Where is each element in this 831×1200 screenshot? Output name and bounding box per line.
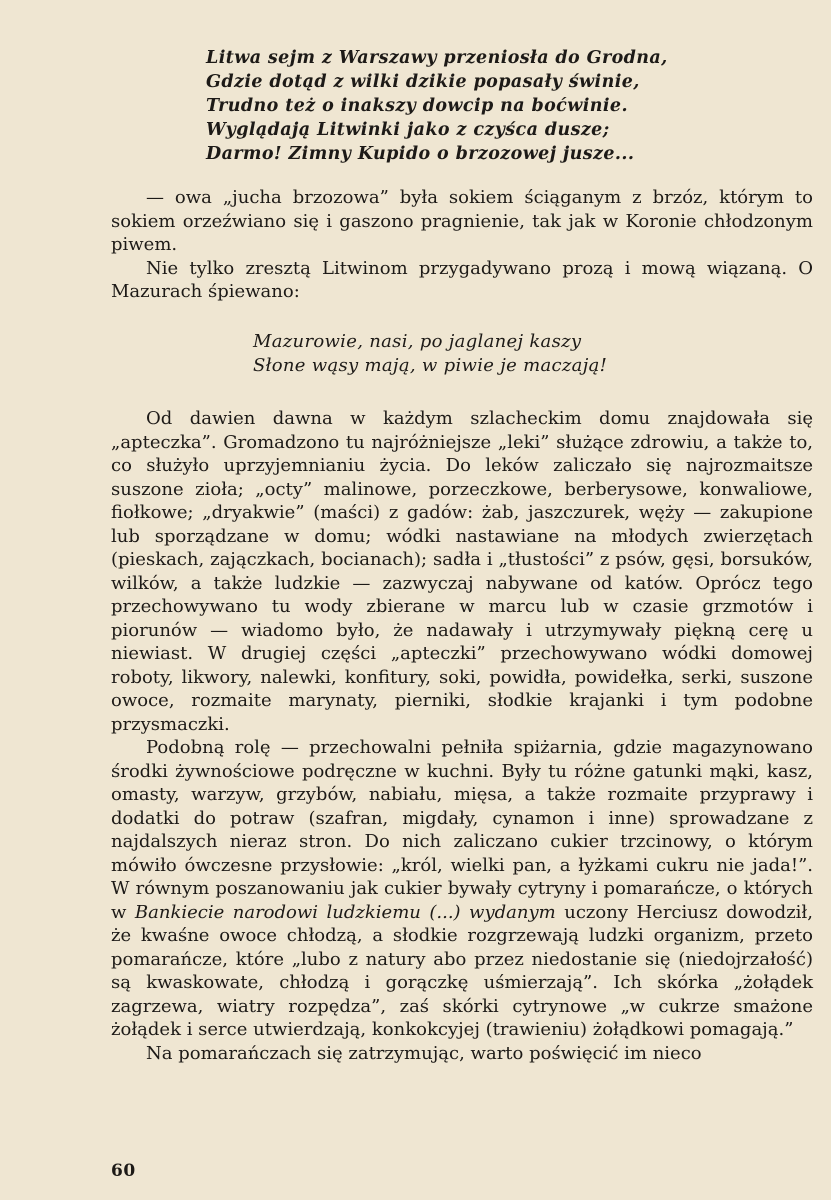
poem-line: Trudno też o inakszy dowcip na boćwinie. xyxy=(206,96,628,116)
paragraph-mazury-intro: Nie tylko zresztą Litwinom przygadywano prozą i mową wiązaną. O Mazurach śpiewano: xyxy=(111,257,813,302)
poem-line: Litwa sejm z Warszawy przeniosła do Grodna, xyxy=(206,48,668,68)
poem-line: Mazurowie, nasi, po jaglanej kaszy xyxy=(253,331,582,352)
paragraph-spizarnia-part-a: Podobną rolę — przechowalni pełniła spiżarnia, gdzie magazynowano środki żywnościowe podręczne w kuchni. Były tu różne gatunki mąki, kasz, omasty, warzyw, grzybów, nabiału, mięsa, a także rozmaite przyprawy i dodatki do potraw (szafran, migdały, cynamon i inne) sprowadzane z najdalszych nieraz stron. Do nich zaliczano cukier trzcinowy, o którym mówiło ówczesne przysłowie: „król, wielki pan, a łyżkami cukru nie jada!”. W równym poszanowaniu jak cukier bywały cytryny i pomarańcze, o których w xyxy=(111,737,813,923)
paragraph-apteczka: Od dawien dawna w każdym szlacheckim domu znajdowała się „apteczka”. Gromadzono tu najróżniejsze „leki” służące zdrowiu, a także to, co służyło uprzyjemnianiu życia. Do leków zaliczało się najrozmaitsze suszone zioła; „octy” malinowe, porzeczkowe, berberysowe, konwaliowe, fiołkowe; „dryakwie” (maści) z gadów: żab, jaszczurek, węży — zakupione lub sporządzane w domu; wódki nastawiane na młodych zwierzętach (pieskach, zajączkach, bocianach); sadła i „tłustości” z psów, gęsi, borsuków, wilków, a także ludzkie — zazwyczaj nabywane od katów. Oprócz tego przechowywano tu wody zbierane w marcu lub w czasie grzmotów i piorunów — wiadomo było, że nadawały i utrzymywały piękną cerę u niewiast. W drugiej części „apteczki” przechowywano wódki domowej roboty, likwory, nalewki, konfitury, soki, powidła, powidełka, serki, suszone owoce, rozmaite marynaty, pierniki, słodkie krajanki i tym podobne przysmaczki. xyxy=(111,408,813,735)
page-number: 60 xyxy=(111,1161,136,1181)
paragraph-jucha: — owa „jucha brzozowa” była sokiem ściąganym z brzóz, którym to sokiem orzeźwiano się i gaszono pragnienie, tak jak w Koronie chłodzonym piwem. xyxy=(111,187,813,255)
poem-line: Słone wąsy mają, w piwie je maczają! xyxy=(253,355,608,376)
poem-stanza-mazury xyxy=(253,330,753,378)
poem-line: Wyglądają Litwinki jako z czyśca dusze; xyxy=(206,120,610,140)
book-title-bankiet: Bankiecie narodowi ludzkiemu (...) wydanym xyxy=(134,901,556,923)
poem-line: Gdzie dotąd z wilki dzikie popasały świnie, xyxy=(206,72,640,92)
text-block-apteczka xyxy=(111,407,813,1065)
paragraph-spizarnia-part-b: uczony Herciusz dowodził, że kwaśne owoce chłodzą, a słodkie rozgrzewają ludzki organizm, przeto pomarańcze, które „lubo z natury abo przez niedostanie się (niedojrzałość) są kwaskowate, chłodzą i gorączkę uśmierzają”. Ich skórka „żołądek zagrzewa, wiatry rozpędza”, zaś skórki cytrynowe „w cukrze smażone żołądek i serce utwierdzają, konkokcyjej (trawieniu) żołądkowi pomagają.” xyxy=(111,901,813,1040)
paragraph-spizarnia xyxy=(111,736,813,1042)
poem-stanza-lithuania xyxy=(206,46,766,166)
text-block-jucha xyxy=(111,186,813,304)
paragraph-pomarancze: Na pomarańczach się zatrzymując, warto poświęcić im nieco xyxy=(146,1042,702,1064)
poem-line: Darmo! Zimny Kupido o brzozowej jusze... xyxy=(206,144,635,164)
